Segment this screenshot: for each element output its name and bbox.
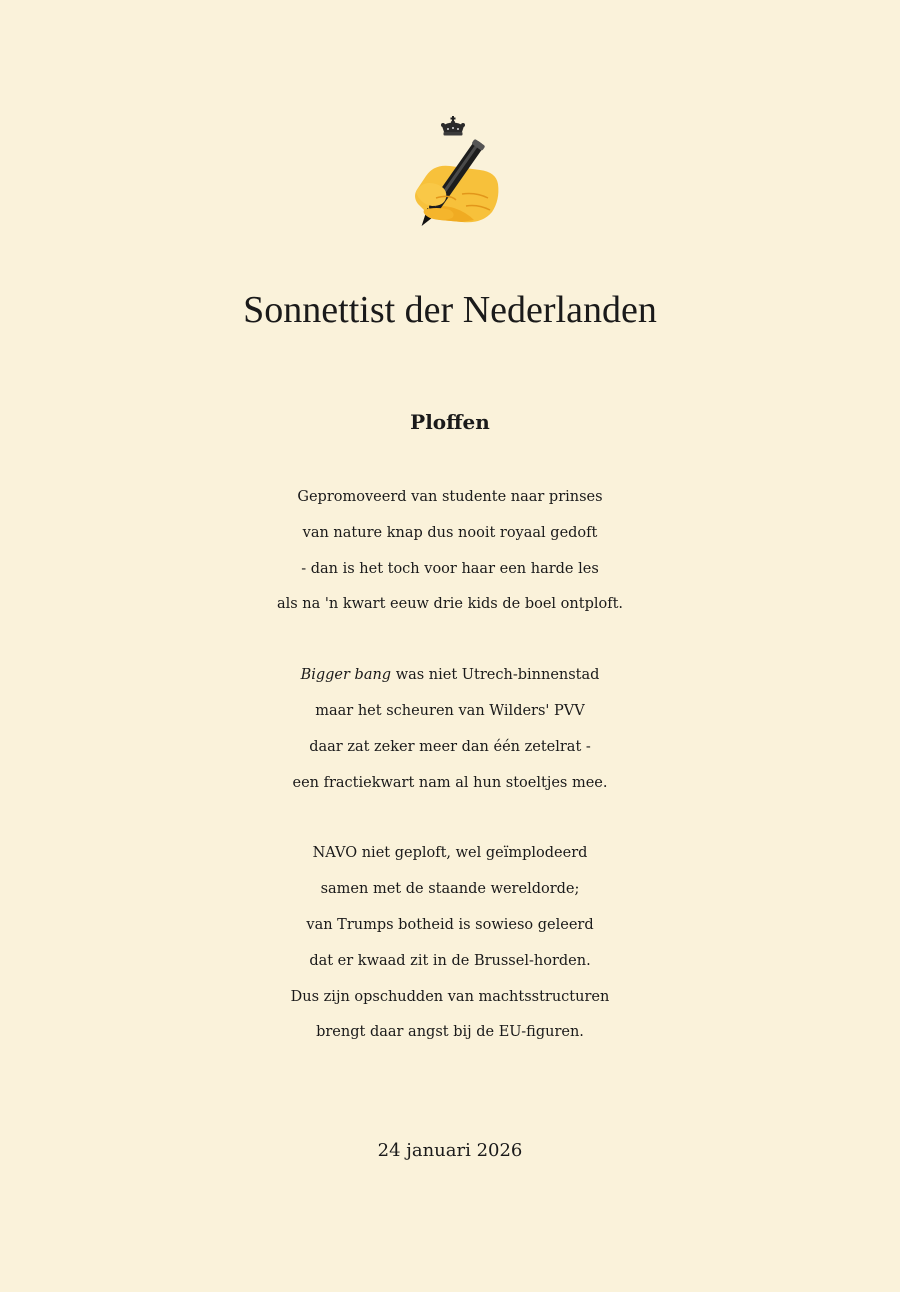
stanza-3	[0, 836, 900, 1051]
poem-line: NAVO niet geploft, wel geïmplodeerd	[312, 845, 588, 862]
poem-line: - dan is het toch voor haar een harde les	[301, 560, 599, 577]
publication-date: 24 januari 2026	[377, 1140, 523, 1161]
poem-line: van Trumps botheid is sowieso geleerd	[306, 916, 594, 933]
stanza-1	[0, 480, 900, 623]
poem-title: Ploffen	[410, 410, 490, 434]
poem-line-text: was niet Utrech-binnenstad	[391, 667, 600, 684]
poem-line	[0, 658, 900, 694]
crown-icon	[441, 116, 465, 136]
poem-line: dat er kwaad zit in de Brussel-horden.	[309, 952, 591, 969]
site-title: Sonnettist der Nederlanden	[243, 289, 657, 331]
stanza-2	[0, 658, 900, 801]
poem-line: als na 'n kwart eeuw drie kids de boel ontploft.	[276, 596, 624, 613]
poem-line: Gepromoveerd van studente naar prinses	[297, 489, 603, 505]
poem-line: maar het scheuren van Wilders' PVV	[315, 702, 585, 719]
poem-line: brengt daar angst bij de EU-figuren.	[316, 1024, 584, 1041]
poem-emphasis: Bigger bang	[300, 667, 392, 684]
poem-line: Dus zijn opschudden van machtsstructuren	[290, 988, 610, 1005]
poem-line: een fractiekwart nam al hun stoeltjes mee.	[292, 774, 608, 791]
poem-line: van nature knap dus nooit royaal gedoft	[302, 524, 598, 541]
poem-body	[0, 480, 900, 1086]
writing-hand-with-crown-icon	[396, 112, 508, 240]
poem-line: samen met de staande wereldorde;	[320, 881, 580, 898]
poem-line: daar zat zeker meer dan één zetelrat -	[309, 738, 591, 755]
